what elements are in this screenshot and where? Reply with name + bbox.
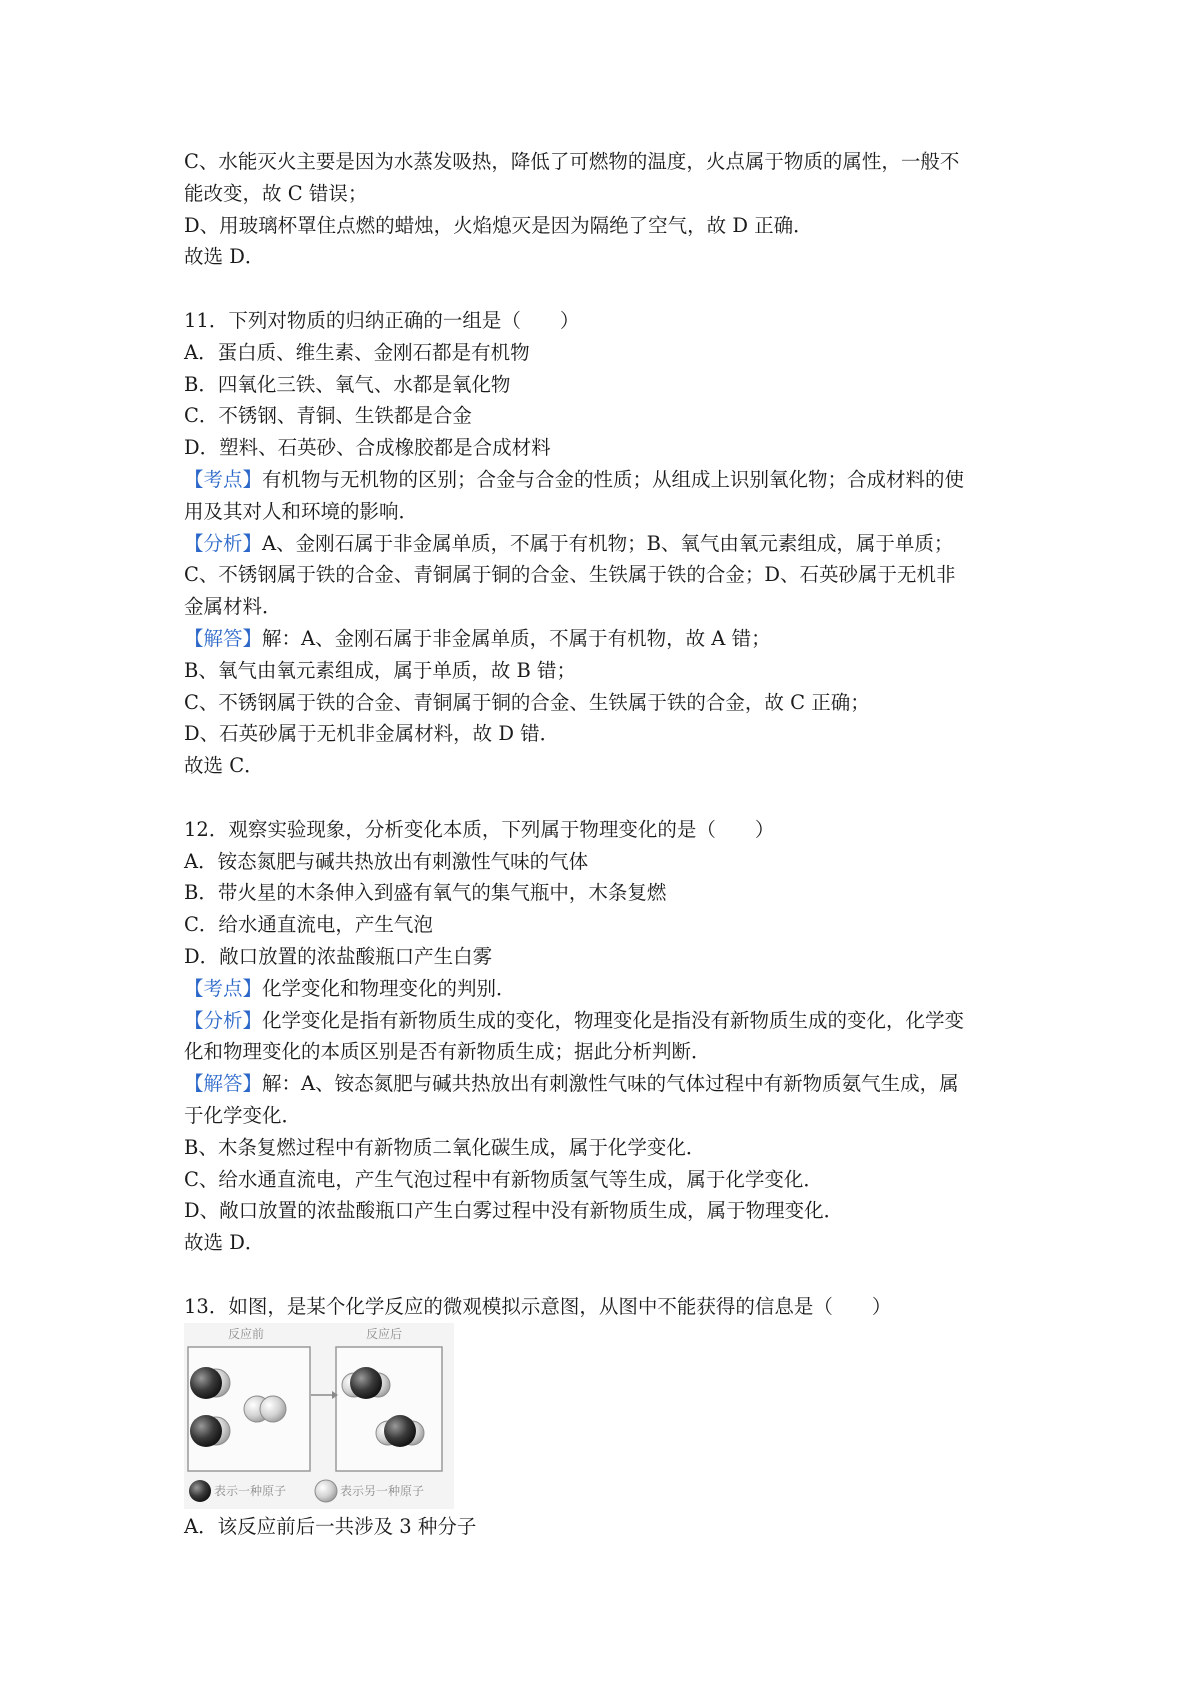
q12-jieda-line5: D、敞口放置的浓盐酸瓶口产生白雾过程中没有新物质生成，属于物理变化．	[184, 1199, 844, 1223]
fenxi-tag: 【分析】	[184, 531, 263, 555]
q12-jieda-line4: C、给水通直流电，产生气泡过程中有新物质氢气等生成，属于化学变化．	[184, 1167, 823, 1191]
q10-option-c-line2: 能改变，故 C 错误；	[184, 181, 368, 205]
q10-option-d: D、用玻璃杯罩住点燃的蜡烛，火焰熄灭是因为隔绝了空气，故 D 正确．	[184, 213, 813, 237]
jieda-tag: 【解答】	[184, 626, 263, 650]
fenxi-tag: 【分析】	[184, 1008, 263, 1032]
q10-answer: 故选 D．	[184, 245, 265, 269]
q11-option-b: B．四氧化三铁、氧气、水都是氧化物	[184, 372, 511, 396]
spacer	[184, 1259, 1034, 1291]
legend-light-atom-icon	[315, 1480, 337, 1502]
document-page	[184, 146, 1034, 1543]
reaction-diagram	[184, 1323, 454, 1509]
q12-jieda-line2: 于化学变化．	[184, 1103, 302, 1127]
q12-answer: 故选 D．	[184, 1231, 265, 1255]
q11-jieda-line3: C、不锈钢属于铁的合金、青铜属于铜的合金、生铁属于铁的合金，故 C 正确；	[184, 690, 870, 714]
q11-jieda-line4: D、石英砂属于无机非金属材料，故 D 错．	[184, 722, 560, 746]
q11-option-c: C．不锈钢、青铜、生铁都是合金	[184, 404, 472, 428]
q11-kaodian-line2: 用及其对人和环境的影响．	[184, 499, 419, 523]
q12-stem: 12．观察实验现象，分析变化本质，下列属于物理变化的是（ ）	[184, 817, 775, 841]
legend-dark-atom-icon	[189, 1480, 211, 1502]
jieda-text: 解：A、金刚石属于非金属单质，不属于有机物，故 A 错；	[262, 626, 771, 650]
q11-kaodian-line1	[184, 464, 1034, 496]
q13-stem: 13．如图，是某个化学反应的微观模拟示意图，从图中不能获得的信息是（ ）	[184, 1294, 892, 1318]
q12-jieda-line3: B、木条复燃过程中有新物质二氧化碳生成，属于化学变化．	[184, 1135, 706, 1159]
spacer	[184, 782, 1034, 814]
kaodian-text: 化学变化和物理变化的判别．	[262, 976, 516, 1000]
legend-dark-label: 表示一种原子	[214, 1484, 287, 1499]
after-label: 反应后	[366, 1327, 403, 1342]
q12-option-c: C．给水通直流电，产生气泡	[184, 913, 433, 937]
kaodian-tag: 【考点】	[184, 976, 263, 1000]
q13-option-a: A．该反应前后一共涉及 3 种分子	[184, 1515, 477, 1539]
jieda-text: 解：A、铵态氮肥与碱共热放出有刺激性气味的气体过程中有新物质氨气生成，属	[262, 1072, 959, 1096]
kaodian-tag: 【考点】	[184, 467, 263, 491]
q12-option-a: A．铵态氮肥与碱共热放出有刺激性气味的气体	[184, 849, 589, 873]
q11-option-d: D．塑料、石英砂、合成橡胶都是合成材料	[184, 436, 551, 460]
q11-fenxi-line3: 金属材料．	[184, 595, 282, 619]
before-molecule-1	[190, 1367, 230, 1399]
q11-jieda-line1	[184, 623, 1034, 655]
q11-stem: 11．下列对物质的归纳正确的一组是（ ）	[184, 308, 580, 332]
legend-light-label: 表示另一种原子	[340, 1484, 425, 1499]
q11-option-a: A．蛋白质、维生素、金刚石都是有机物	[184, 340, 530, 364]
before-molecule-3	[244, 1396, 286, 1422]
q12-fenxi-line2: 化和物理变化的本质区别是否有新物质生成；据此分析判断．	[184, 1040, 711, 1064]
q12-jieda-line1	[184, 1068, 1034, 1100]
q11-answer: 故选 C．	[184, 754, 264, 778]
q11-jieda-line2: B、氧气由氧元素组成，属于单质，故 B 错；	[184, 658, 577, 682]
spacer	[184, 273, 1034, 305]
after-box	[336, 1347, 442, 1471]
q12-option-d: D．敞口放置的浓盐酸瓶口产生白雾	[184, 944, 493, 968]
before-molecule-2	[190, 1415, 230, 1447]
fenxi-text: A、金刚石属于非金属单质，不属于有机物；B、氧气由氧元素组成，属于单质；	[262, 531, 954, 555]
before-label: 反应前	[228, 1327, 265, 1342]
jieda-tag: 【解答】	[184, 1072, 263, 1096]
reaction-diagram-svg	[184, 1323, 454, 1509]
kaodian-text: 有机物与无机物的区别；合金与合金的性质；从组成上识别氧化物；合成材料的使	[262, 467, 965, 491]
q11-fenxi-line2: C、不锈钢属于铁的合金、青铜属于铜的合金、生铁属于铁的合金；D、石英砂属于无机非	[184, 563, 956, 587]
q10-option-c-line1: C、水能灭火主要是因为水蒸发吸热，降低了可燃物的温度，火点属于物质的属性，一般不	[184, 150, 960, 173]
q12-option-b: B．带火星的木条伸入到盛有氧气的集气瓶中，木条复燃	[184, 881, 667, 905]
q12-fenxi-line1	[184, 1005, 1034, 1037]
fenxi-text: 化学变化是指有新物质生成的变化，物理变化是指没有新物质生成的变化，化学变	[262, 1008, 965, 1032]
q12-kaodian-line1	[184, 973, 1034, 1005]
q11-fenxi-line1	[184, 528, 1034, 560]
